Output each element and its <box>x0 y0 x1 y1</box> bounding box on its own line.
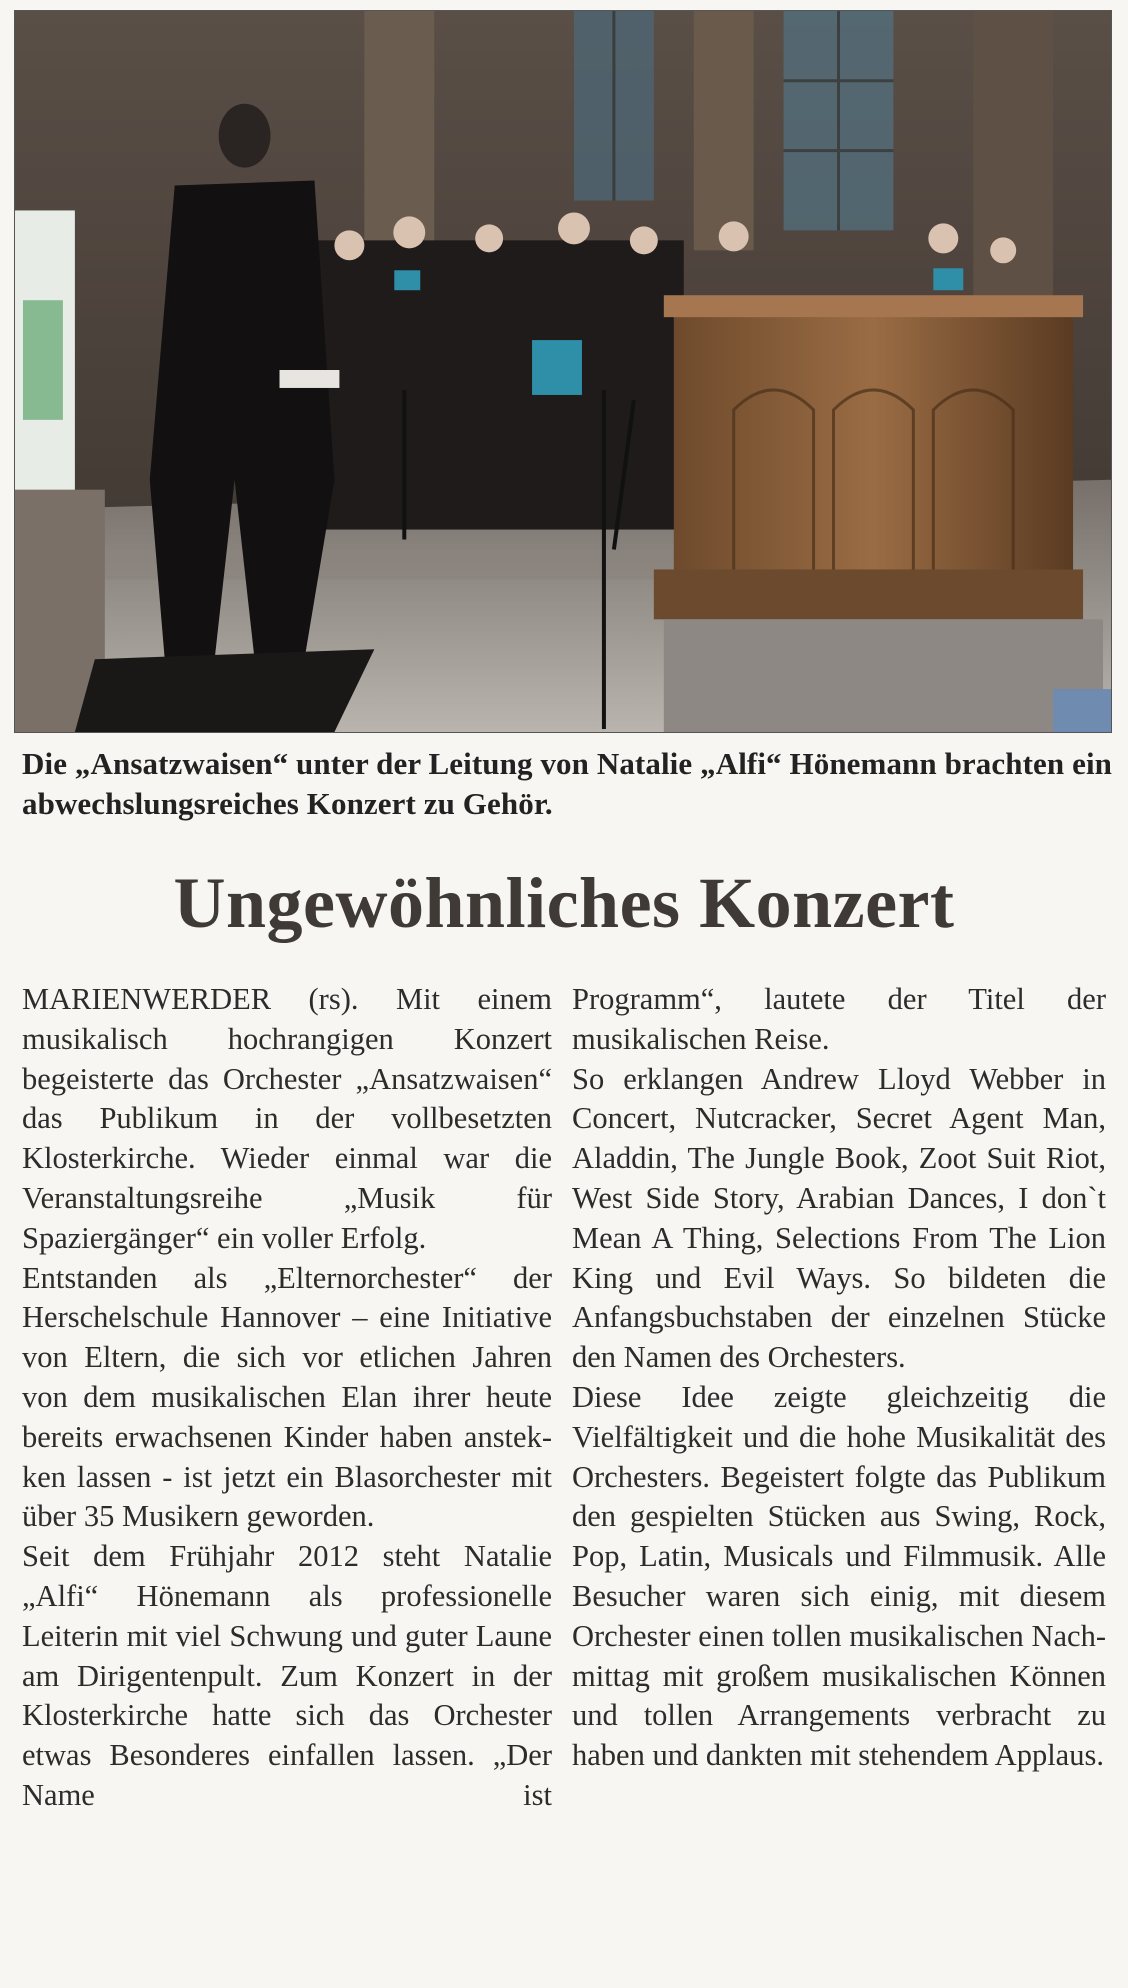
paragraph: Entstanden als „Elternorchester“ der Herschelschule Hannover – eine Initiative von Eltern, die sich vor etlichen Jahren von dem musikalischen Elan ihrer heute bereits erwachsenen Kinder haben anstekken lassen - ist jetzt ein Blasorchester mit über 35 Musikern geworden. <box>22 1260 552 1534</box>
paragraph: MARIENWERDER (rs). Mit einem musikalisch hochrangigen Konzert begeisterte das Orchester „Ansatzwaisen“ das Publikum in der vollbesetzten Klosterkirche. Wieder einmal war die Veranstaltungsreihe „Musik für Spaziergänger“ ein voller Erfolg. <box>22 982 552 1255</box>
photo-caption: Die „Ansatzwaisen“ unter der Leitung von Natalie „Alfi“ Hönemann brachten ein abwechslungsreiches Konzert zu Gehör. <box>22 746 1112 821</box>
paragraph: Seit dem Frühjahr 2012 steht Natalie „Alfi“ Hönemann als professionelle Leiterin mit viel Schwung und guter Laune am Dirigentenpult. Zum Konzert in der Klosterkirche hatte sich das Orchester etwas Besonderes einfallen lassen. „Der Name ist <box>22 1539 552 1812</box>
article-column-right <box>572 980 1106 1970</box>
article-headline: Ungewöhnliches Konzert <box>173 863 955 943</box>
paragraph: So erklangen Andrew Lloyd Webber in Concert, Nutcracker, Secret Agent Man, Aladdin, The Jungle Book, Zoot Suit Riot, West Side Story, Arabian Dances, I don`t Mean A Thing, Selections From The Lion King und Evil Ways. So bildeten die Anfangsbuchstaben der einzelnen Stücke den Namen des Orchesters. <box>572 1061 1106 1375</box>
orchestra-photo-icon <box>15 11 1111 732</box>
paragraph: Diese Idee zeigte gleichzeitig die Vielfältigkeit und die hohe Musikalität des Orchesters. Begeistert folgte das Publikum den gespielten Stücken aus Swing, Rock, Pop, Latin, Musicals und Filmmusik. Alle Besucher waren sich einig, mit diesem Orchester einen tollen musikalischen Nachmittag mit großem musikalischen Können und tollen Arrangements verbracht zu haben und dankten mit stehendem Applaus. <box>572 1379 1106 1773</box>
article-column-left <box>22 980 552 1970</box>
orchestra-photo <box>14 10 1112 733</box>
paragraph: Programm“, lautete der Titel der musikalischen Reise. <box>572 982 1106 1056</box>
